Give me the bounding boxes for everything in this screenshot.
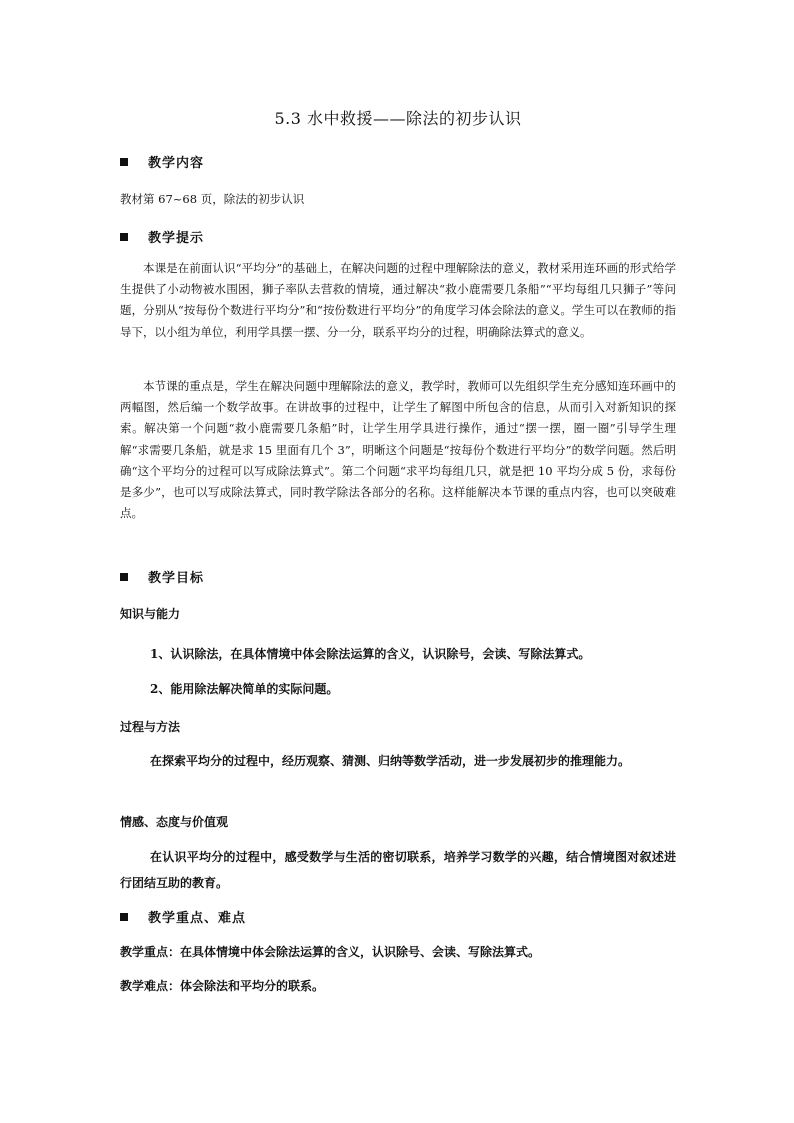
emotion-text: 在认识平均分的过程中，感受数学与生活的密切联系，培养学习数学的兴趣，结合情境图对叙述进行团结互助的教育。: [120, 850, 676, 890]
square-bullet-icon: [120, 913, 128, 921]
content-text: 教材第 67~68 页，除法的初步认识: [120, 192, 305, 206]
process-text: 在探索平均分的过程中，经历观察、猜测、归纳等数学活动，进一步发展初步的推理能力。: [150, 754, 631, 768]
knowledge-item-1: 1、认识除法，在具体情境中体会除法运算的含义，认识除号，会读、写除法算式。: [150, 647, 591, 661]
section-heading-content: [120, 152, 204, 171]
square-bullet-icon: [120, 233, 128, 241]
square-bullet-icon: [120, 158, 128, 166]
section-heading-label: 教学重点、难点: [148, 911, 247, 926]
square-bullet-icon: [120, 573, 128, 581]
section-heading-objectives: [120, 567, 204, 586]
section-heading-label: 教学内容: [148, 156, 205, 171]
difficult-point-text: 教学难点：体会除法和平均分的联系。: [120, 979, 325, 993]
emotion-heading: 情感、态度与价值观: [120, 815, 229, 829]
section-heading-label: 教学目标: [148, 571, 205, 586]
process-heading: 过程与方法: [120, 720, 181, 734]
page-title: 5.3 水中救援——除法的初步认识: [274, 109, 522, 128]
hints-paragraph-1: 本课是在前面认识“平均分”的基础上，在解决问题的过程中理解除法的意义，教材采用连环画的形式给学生提供了小动物被水围困，狮子率队去营救的情境，通过解决“救小鹿需要几条船”“平均每组几只狮子”等问题，分别从“按每份个数进行平均分”和“按份数进行平均分”的角度学习体会除法的意义。学生可以在教师的指导下，以小组为单位，利用学具摆一摆、分一分，联系平均分的过程，明确除法算式的意义。: [120, 261, 676, 339]
key-point-text: 教学重点：在具体情境中体会除法运算的含义，认识除号、会读、写除法算式。: [120, 945, 541, 959]
section-heading-key-points: [120, 907, 246, 926]
knowledge-heading: 知识与能力: [120, 607, 181, 621]
section-heading-label: 教学提示: [148, 231, 205, 246]
section-heading-hints: [120, 227, 204, 246]
hints-paragraph-2: 本节课的重点是，学生在解决问题中理解除法的意义，教学时，教师可以先组织学生充分感知连环画中的两幅图，然后编一个数学故事。在讲故事的过程中，让学生了解图中所包含的信息，从而引入对新知识的探索。解决第一个问题“救小鹿需要几条船”时，让学生用学具进行操作，通过“摆一摆，圈一圈”引导学生理解“求需要几条船，就是求 15 里面有几个 3”，明晰这个问题是“按每份个数进行平均分”的数学问题。然后明确“这个平均分的过程可以写成除法算式”。第二个问题“求平均每组几只，就是把 10 平均分成 5 份，求每份是多少”，也可以写成除法算式，同时教学除法各部分的名称。这样能解决本节课的重点内容，也可以突破难点。: [120, 379, 676, 521]
knowledge-item-2: 2、能用除法解决简单的实际问题。: [150, 682, 339, 696]
